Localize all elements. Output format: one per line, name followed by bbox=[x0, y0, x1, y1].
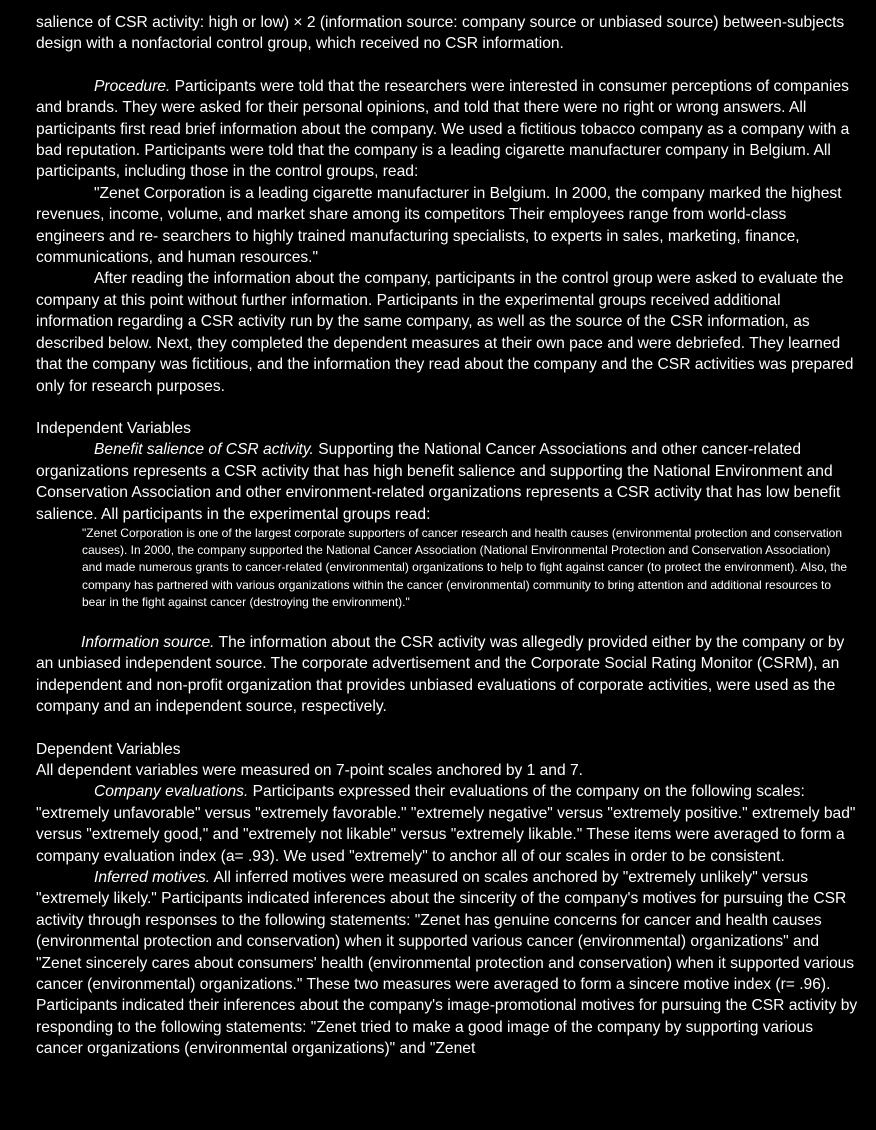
company-text: Participants expressed their evaluations of the company on the following scales: "extremely unfavorable" versus "extremely favorable." "extremely negative" versus "extremely positive." extremely bad" versus "extremely good," and "extremely not likable" versus "extremely likable." These items were averaged to form a company evaluation index (a= .93). We used "extremely" to anchor all of our scales in order to be consistent. bbox=[36, 783, 856, 865]
paragraph-benefit-salience bbox=[36, 439, 858, 525]
paragraph-design: salience of CSR activity: high or low) × 2 (information source: company source or unbiased source) between-subjects design with a nonfactorial control group, which received no CSR information. bbox=[36, 14, 845, 53]
motives-text: All inferred motives were measured on scales anchored by "extremely unlikely" versus "extremely likely." Participants indicated inferences about the sincerity of the company's motives for pursuing the CSR activity through responses to the following statements: "Zenet has genuine concerns for cancer and health causes (environmental protection and conservation) when it supported various cancer (environmental) organizations" and "Zenet sincerely cares about consumers' health (environmental protection and conservation) when it supported various cancer (environmental) organizations." These two measures were averaged to form a sincere motive index (r= .96). Participants indicated their inferences about the company's image-promotional motives for pursuing the CSR activity by responding to the following statements: "Zenet tried to make a good image of the company by supporting various cancer organizations (environmental organizations)" and "Zenet bbox=[36, 869, 858, 1058]
paragraph-inferred-motives bbox=[36, 867, 858, 1060]
paragraph-after-reading: After reading the information about the company, participants in the control group were asked to evaluate the company at this point without further information. Participants in the experimental groups received additional information regarding a CSR activity run by the same company, as well as the source of the CSR information, as described below. Next, they completed the dependent measures at their own pace and were debriefed. They learned that the company was fictitious, and the information they read about the company and the CSR activities was prepared only for research purposes. bbox=[36, 270, 854, 395]
paragraph-procedure bbox=[36, 76, 858, 183]
paragraph-company-quote: "Zenet Corporation is a leading cigarette manufacturer in Belgium. In 2000, the company marked the highest revenues, income, volume, and market share among its competitors Their employees range from world-class engineers and re- searchers to highly trained manufacturing specialists, to experts in sales, marketing, finance, communications, and human resources." bbox=[36, 184, 842, 267]
quote-csr-activity: "Zenet Corporation is one of the largest corporate supporters of cancer research and health causes (environmental protection and conservation causes). In 2000, the company supported the National Cancer Association (National Environmental Protection and Conservation Association) and made numerous grants to cancer-related (environmental) organizations to help to fight against cancer (to protect the environment). Also, the company has partnered with various organizations within the cancer (environmental) community to bring attention and additional resources to bear in the fight against cancer (destroying the environment)." bbox=[82, 525, 848, 609]
paragraph-dependent-intro: All dependent variables were measured on 7-point scales anchored by 1 and 7. bbox=[36, 761, 583, 779]
heading-independent-variables: Independent Variables bbox=[36, 419, 191, 437]
source-label: Information source. bbox=[81, 633, 215, 651]
benefit-text: Supporting the National Cancer Associations and other cancer-related organizations represents a CSR activity that has high benefit salience and supporting the National Environment and Conservation Association and other environment-related organizations represents a CSR activity that has low benefit salience. All participants in the experimental groups read: bbox=[36, 441, 841, 523]
paragraph-information-source bbox=[36, 632, 858, 718]
procedure-text: Participants were told that the researchers were interested in consumer perceptions of companies and brands. They were asked for their personal opinions, and told that there were no right or wrong answers. All participants first read brief information about the company. We used a fictitious tobacco company as a company with a bad reputation. Participants were told that the company is a leading cigarette manufacturer company in Belgium. All participants, including those in the control groups, read: bbox=[36, 77, 850, 181]
company-label: Company evaluations. bbox=[94, 783, 249, 801]
heading-dependent-variables: Dependent Variables bbox=[36, 740, 181, 758]
motives-label: Inferred motives. bbox=[94, 869, 211, 887]
procedure-label: Procedure. bbox=[94, 77, 171, 95]
benefit-label: Benefit salience of CSR activity. bbox=[94, 441, 314, 459]
paragraph-company-evaluations bbox=[36, 781, 858, 867]
source-text: The information about the CSR activity was allegedly provided either by the company or by an unbiased independent source. The corporate advertisement and the Corporate Social Rating Monitor (CSRM), an independent and non-profit organization that provides unbiased evaluations of corporate activities, were used as the company and an independent source, respectively. bbox=[36, 633, 845, 716]
